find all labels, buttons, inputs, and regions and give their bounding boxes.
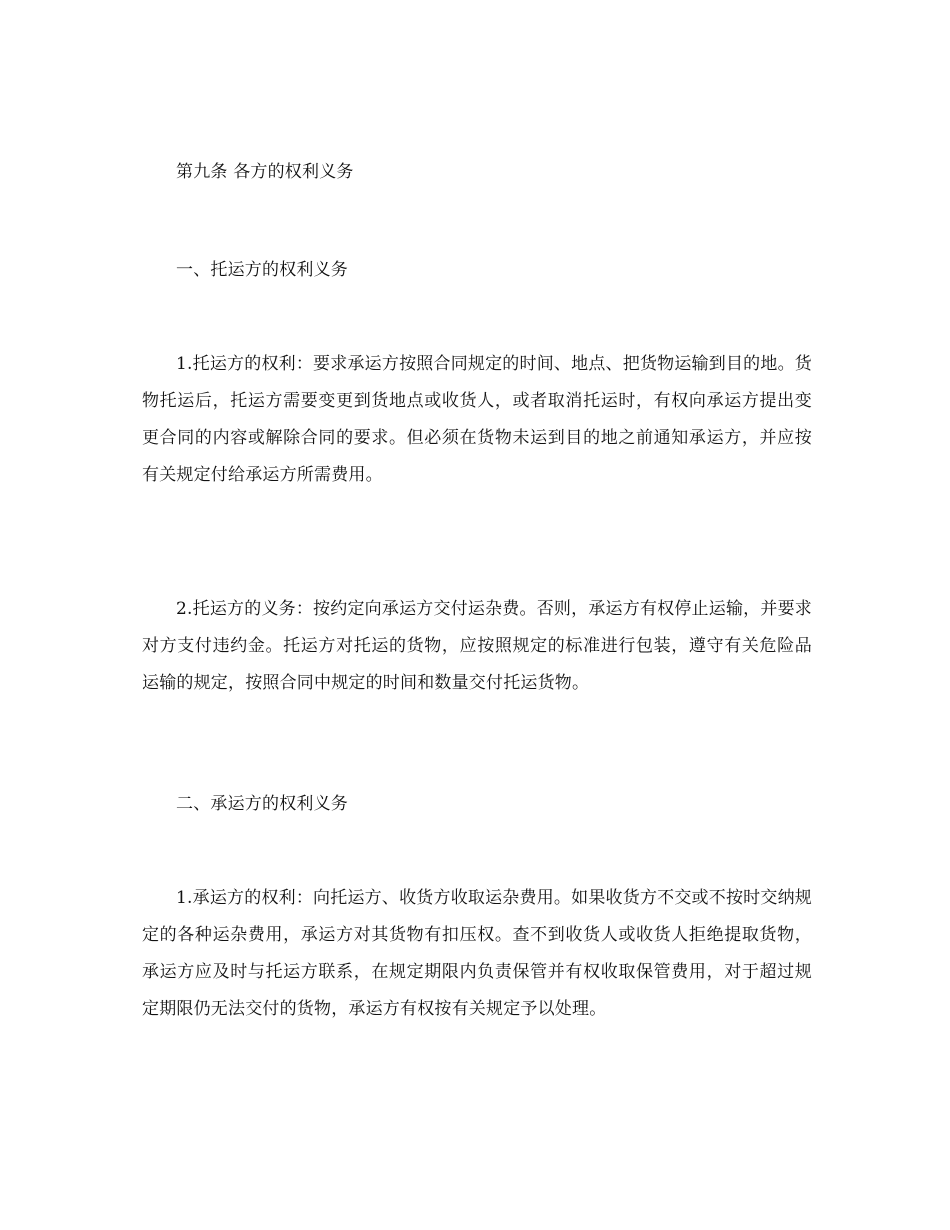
paragraph-shipper-rights: 1.托运方的权利：要求承运方按照合同规定的时间、地点、把货物运输到目的地。货物托运后，托运方需要变更到货地点或收货人，或者取消托运时，有权向承运方提出变更合同的内容或解除合同的要求。但必须在货物未运到目的地之前通知承运方，并应按有关规定付给承运方所需费用。	[142, 354, 812, 485]
paragraph-shipper-obligations: 2.托运方的义务：按约定向承运方交付运杂费。否则，承运方有权停止运输，并要求对方支付违约金。托运方对托运的货物，应按照规定的标准进行包装，遵守有关危险品运输的规定，按照合同中规定的时间和数量交付托运货物。	[142, 599, 812, 693]
section-heading-shipper: 一、托运方的权利义务	[176, 260, 348, 280]
paragraph-carrier-rights: 1.承运方的权利：向托运方、收货方收取运杂费用。如果收货方不交或不按时交纳规定的各种运杂费用，承运方对其货物有扣压权。查不到收货人或收货人拒绝提取货物，承运方应及时与托运方联系，在规定期限内负责保管并有权收取保管费用，对于超过规定期限仍无法交付的货物，承运方有权按有关规定予以处理。	[142, 888, 812, 1019]
section-heading-carrier: 二、承运方的权利义务	[176, 794, 348, 814]
article-heading: 第九条 各方的权利义务	[176, 162, 354, 182]
